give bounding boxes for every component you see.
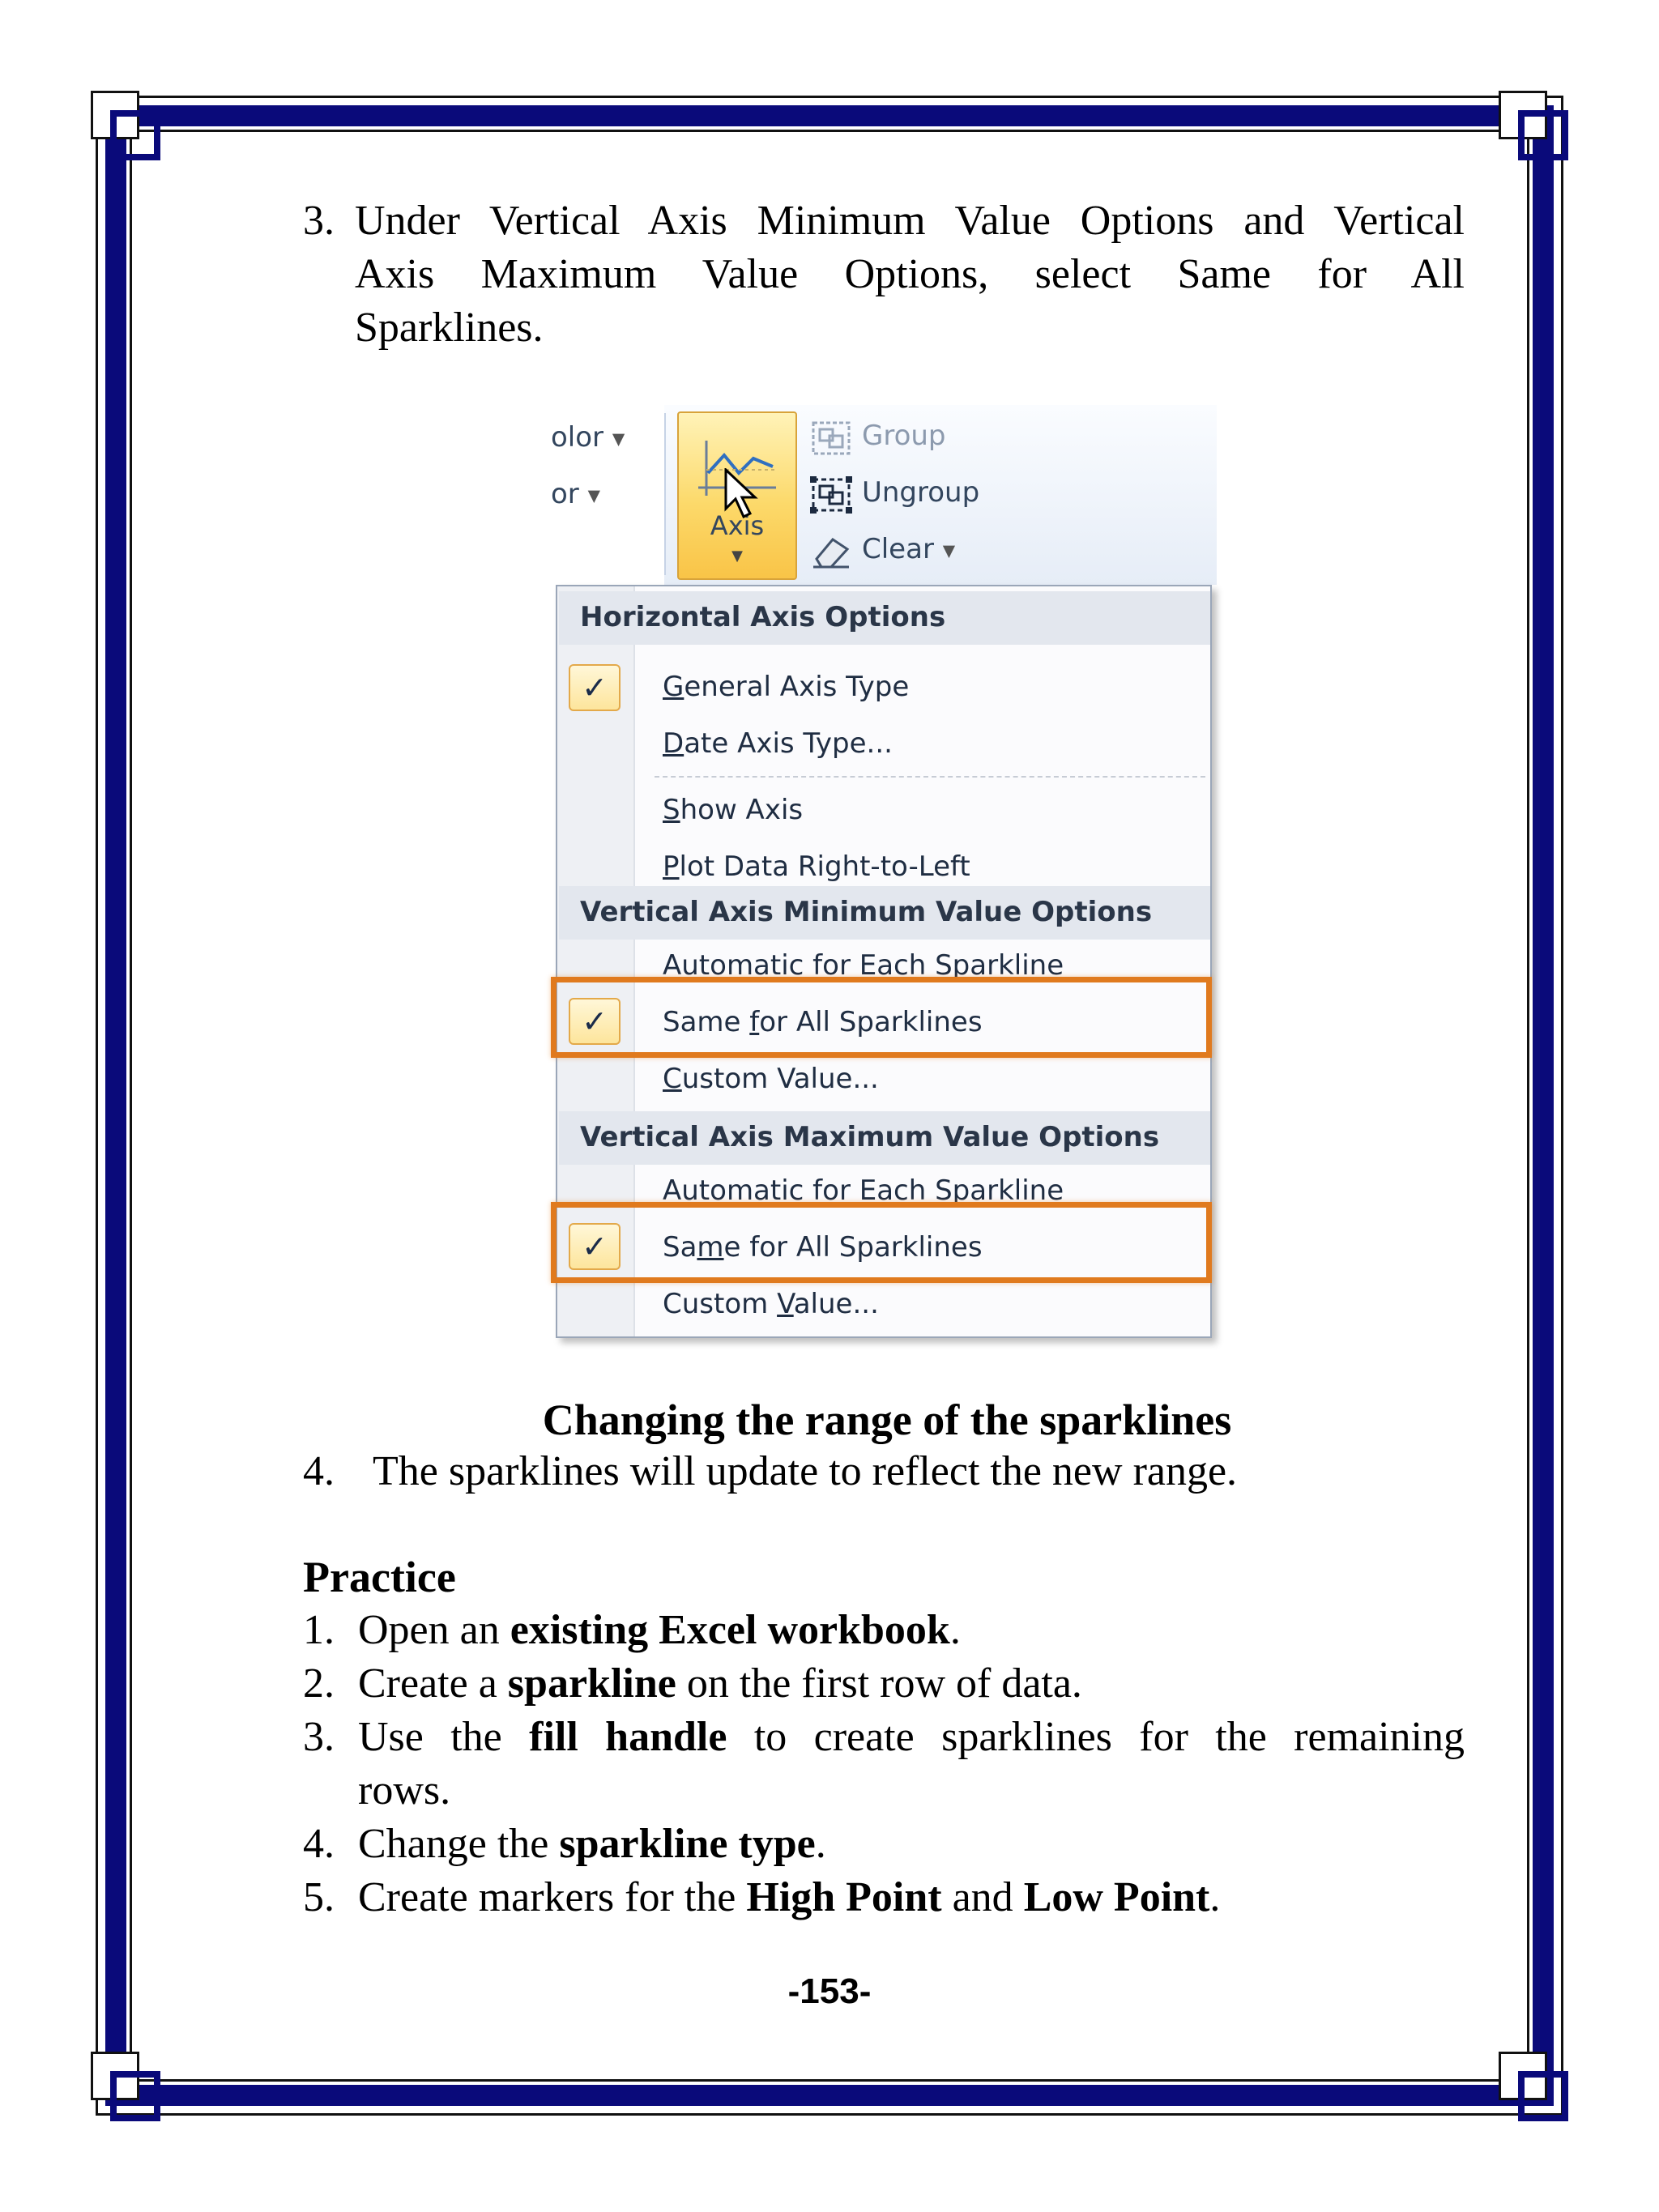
group-button[interactable]: Group <box>862 420 946 452</box>
menu-item-date-axis-type[interactable]: Date Axis Type... <box>663 727 893 760</box>
practice-item-number: 4. <box>303 1821 335 1867</box>
practice-item-1: Open an existing Excel workbook. <box>358 1607 961 1653</box>
step3-number: 3. <box>303 198 335 244</box>
step4-number: 4. <box>303 1448 335 1494</box>
figure-caption: Changing the range of the sparklines <box>542 1396 1232 1444</box>
highlight-box-vmin-same <box>551 977 1212 1058</box>
menu-header-horizontal-axis: Horizontal Axis Options <box>559 591 1210 645</box>
ungroup-icon <box>808 475 854 515</box>
ribbon-or-partial[interactable]: or ▼ <box>551 478 600 510</box>
ribbon <box>551 405 1217 585</box>
check-icon: ✓ <box>569 1223 621 1270</box>
ungroup-button[interactable]: Ungroup <box>862 476 980 509</box>
frame-corner-bottom-right <box>1499 2052 1568 2121</box>
practice-item-number: 2. <box>303 1660 335 1707</box>
menu-header-vertical-min: Vertical Axis Minimum Value Options <box>559 886 1210 940</box>
frame-corner-bottom-left <box>91 2052 160 2121</box>
practice-item-4: Change the sparkline type. <box>358 1821 826 1867</box>
eraser-icon <box>808 531 854 570</box>
step3-line2: Axis Maximum Value Options, select Same for All <box>355 251 1465 297</box>
practice-item-3: Use the fill handle to create sparklines for the remaining <box>358 1714 1465 1760</box>
practice-item-number: 3. <box>303 1714 335 1760</box>
axis-dropdown-caret-icon: ▼ <box>731 548 743 565</box>
menu-item-vmin-same-for-all[interactable]: Same for All Sparklines <box>663 1006 983 1038</box>
clear-button[interactable]: Clear ▼ <box>862 533 956 565</box>
page-number: -153- <box>787 1971 872 2011</box>
frame-corner-top-left <box>91 91 160 160</box>
practice-item-3-continued: rows. <box>358 1767 451 1813</box>
step3-line1: Under Vertical Axis Minimum Value Options and Vertical <box>355 198 1465 244</box>
menu-item-vmax-custom-value[interactable]: Custom Value... <box>663 1288 879 1320</box>
mouse-cursor-icon <box>723 468 761 520</box>
step4-text: The sparklines will update to reflect the new range. <box>373 1448 1238 1494</box>
practice-item-number: 1. <box>303 1607 335 1653</box>
step3-line3: Sparklines. <box>355 305 544 351</box>
menu-item-general-axis-type[interactable]: General Axis Type <box>663 671 910 703</box>
excel-axis-menu-screenshot <box>551 405 1217 1338</box>
menu-separator <box>655 776 1205 778</box>
axis-button-label: Axis <box>710 510 765 541</box>
practice-item-number: 5. <box>303 1874 335 1920</box>
menu-header-vertical-max: Vertical Axis Maximum Value Options <box>559 1111 1210 1165</box>
group-icon <box>808 418 854 458</box>
menu-item-vmin-automatic[interactable]: Automatic for Each Sparkline <box>663 949 1064 982</box>
ribbon-color-partial[interactable]: olor ▼ <box>551 421 625 454</box>
menu-item-show-axis[interactable]: Show Axis <box>663 794 804 826</box>
practice-item-5: Create markers for the High Point and Low Point. <box>358 1874 1221 1920</box>
practice-item-2: Create a sparkline on the first row of data. <box>358 1660 1082 1707</box>
highlight-box-vmax-same <box>551 1202 1212 1283</box>
menu-item-vmax-automatic[interactable]: Automatic for Each Sparkline <box>663 1174 1064 1207</box>
menu-item-plot-right-to-left[interactable]: Plot Data Right-to-Left <box>663 850 970 883</box>
check-icon: ✓ <box>569 664 621 711</box>
menu-item-vmax-same-for-all[interactable]: Same for All Sparklines <box>663 1231 983 1264</box>
practice-title: Practice <box>303 1553 456 1601</box>
frame-corner-top-right <box>1499 91 1568 160</box>
check-icon: ✓ <box>569 998 621 1045</box>
menu-item-vmin-custom-value[interactable]: Custom Value... <box>663 1063 879 1095</box>
